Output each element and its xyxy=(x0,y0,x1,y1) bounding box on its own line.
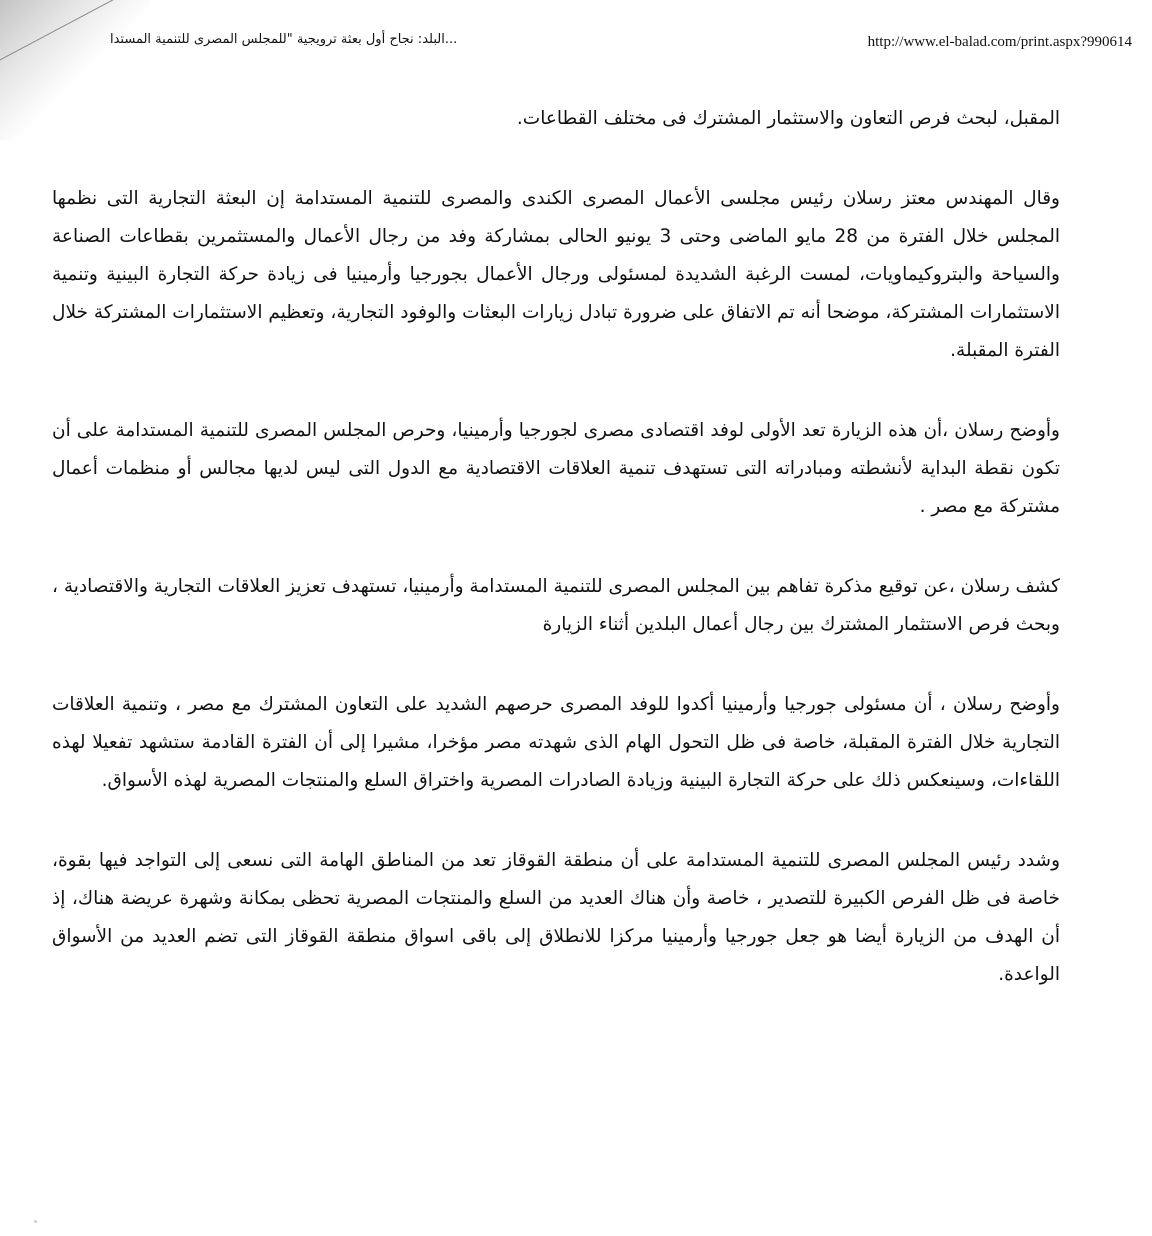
print-header xyxy=(60,28,1132,58)
paragraph-1: المقبل، لبحث فرص التعاون والاستثمار المشترك فى مختلف القطاعات. xyxy=(516,108,1060,129)
scan-speck xyxy=(34,1220,37,1223)
article-body xyxy=(52,100,1060,1036)
page-title: ...البلد: نجاح أول بعثة ترويجية "للمجلس المصرى للتنمية المستدا xyxy=(110,32,458,47)
paragraph-5: وأوضح رسلان ، أن مسئولى جورجيا وأرمينيا أكدوا للوفد المصرى حرصهم الشديد على التعاون المشترك مع مصر ، وتنمية العلاقات التجارية خلال الفترة المقبلة، خاصة فى ظل التحول الهام الذى شهدته مصر مؤخرا، مشيرا إلى أن الفترة القادمة ستشهد تفعيلا لهذه اللقاءات، وسينعكس ذلك على حركة التجارة البينية وزيادة الصادرات المصرية واختراق السلع والمنتجات المصرية لهذه الأسواق. xyxy=(52,694,1060,791)
paragraph-6: وشدد رئيس المجلس المصرى للتنمية المستدامة على أن منطقة القوقاز تعد من المناطق الهامة التى نسعى إلى التواجد فيها بقوة، خاصة فى ظل الفرص الكبيرة للتصدير ، خاصة وأن هناك العديد من السلع والمنتجات المصرية تحظى بمكانة وشهرة عريضة هناك، إذ أن الهدف من الزيارة أيضا هو جعل جورجيا وأرمينيا مركزا للانطلاق إلى باقى اسواق منطقة القوقاز التى تضم العديد من الأسواق الواعدة. xyxy=(52,850,1060,985)
page-url: http://www.el-balad.com/print.aspx?990614 xyxy=(867,34,1132,50)
paragraph-4: كشف رسلان ،عن توقيع مذكرة تفاهم بين المجلس المصرى للتنمية المستدامة وأرمينيا، تستهدف تعزيز العلاقات التجارية والاقتصادية ، وبحث فرص الاستثمار المشترك بين رجال أعمال البلدين أثناء الزيارة xyxy=(52,576,1060,635)
paragraph-3: وأوضح رسلان ،أن هذه الزيارة تعد الأولى لوفد اقتصادى مصرى لجورجيا وأرمينيا، وحرص المجلس المصرى للتنمية المستدامة على أن تكون نقطة البداية لأنشطته ومبادراته التى تستهدف تنمية العلاقات الاقتصادية مع الدول التى ليس لديها مجالس أو منظمات أعمال مشتركة مع مصر . xyxy=(52,420,1060,517)
paragraph-2: وقال المهندس معتز رسلان رئيس مجلسى الأعمال المصرى الكندى والمصرى للتنمية المستدامة إن البعثة التجارية التى نظمها المجلس خلال الفترة من 28 مايو الماضى وحتى 3 يونيو الحالى بمشاركة وفد من رجال الأعمال والمستثمرين بقطاعات الصناعة والسياحة والبتروكيماويات، لمست الرغبة الشديدة لمسئولى ورجال الأعمال بجورجيا وأرمينيا فى زيادة حركة التجارة البينية وتنمية الاستثمارات المشتركة، موضحا أنه تم الاتفاق على ضرورة تبادل زيارات البعثات والوفود التجارية، وتعظيم الاستثمارات المشتركة خلال الفترة المقبلة. xyxy=(52,188,1060,361)
